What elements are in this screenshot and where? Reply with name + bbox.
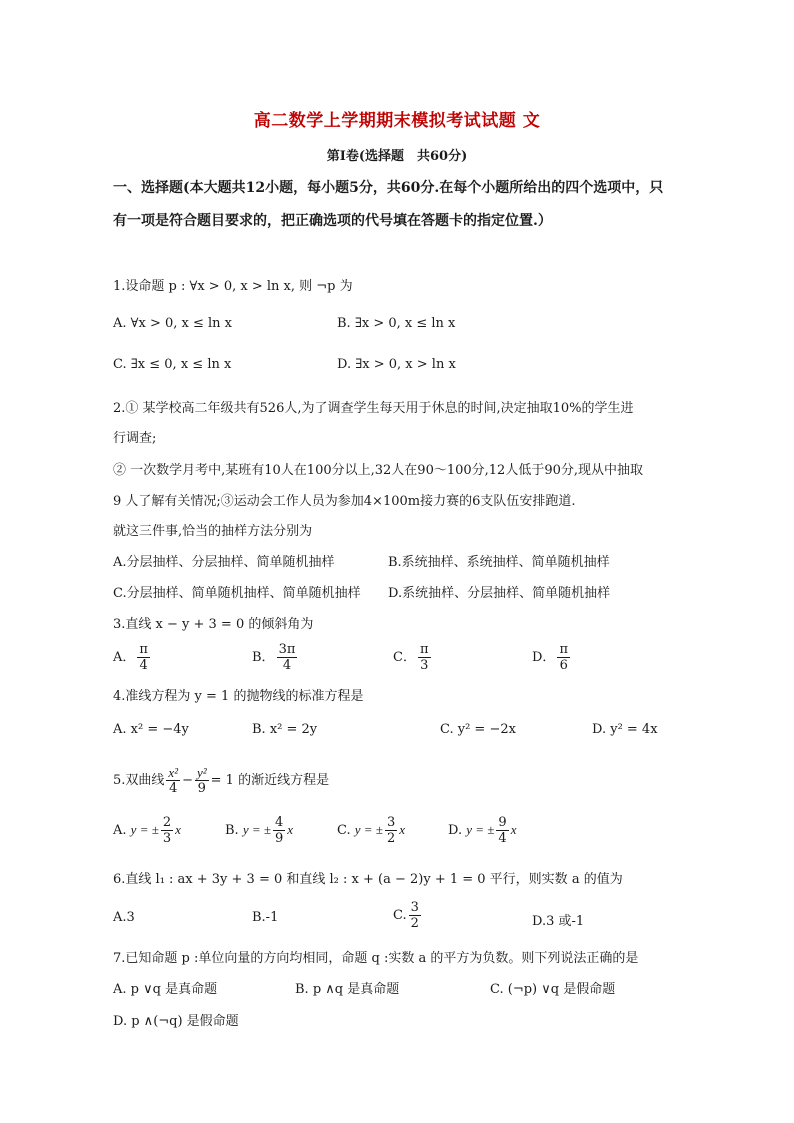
question-3-option-d: D． $\frac{\pi}{6}$ [532, 642, 568, 673]
question-5-option-a: A. y = ± $\frac{2}{3}$ x [113, 815, 181, 846]
question-1-option-b: B. ∃x > 0, x ≤ ln x [337, 316, 456, 331]
question-7-option-c: C. (¬p) ∨q 是假命题 [490, 982, 616, 997]
question-2-option-d: D.系统抽样、分层抽样、简单随机抽样 [388, 586, 611, 601]
question-2-line-3: ② 一次数学月考中,某班有10人在100分以上,32人在90～100分,12人低于90分,现从中抽取 [113, 463, 643, 478]
question-1-option-a: A. ∀x > 0, x ≤ ln x [113, 316, 233, 331]
question-4-option-c: C. y² = −2x [440, 722, 516, 737]
question-2-line-2: 行调查; [113, 431, 157, 446]
question-2-option-c: C.分层抽样、简单随机抽样、简单随机抽样 [113, 586, 361, 601]
question-6-option-b: B.-1 [252, 910, 279, 925]
question-1-stem: 1.设命题 p : ∀x > 0, x > ln x, 则 ¬p 为 [113, 279, 353, 294]
question-4-stem: 4.准线方程为 y = 1 的抛物线的标准方程是 [113, 689, 364, 704]
page-title: 高二数学上学期期末模拟考试试题 文 [253, 111, 541, 131]
question-5-stem: 5.双曲线 $\frac{\text{x²}}{4}$ − $\frac{\text{y²}}{9}$ = 1 的渐近线方程是 [113, 765, 330, 796]
question-5-option-d: D. y = ± $\frac{9}{4}$ x [448, 815, 517, 846]
question-3-stem: 3.直线 x − y + 3 = 0 的倾斜角为 [113, 617, 314, 632]
question-1-option-d: D. ∃x > 0, x > ln x [337, 357, 456, 372]
instructions-line-2: 有一项是符合题目要求的，把正确选项的代号填在答题卡的指定位置.） [113, 213, 552, 229]
question-5-option-c: C. y = ± $\frac{3}{2}$ x [337, 815, 406, 846]
question-4-option-b: B. x² = 2y [252, 722, 318, 737]
question-4-option-d: D. y² = 4x [592, 722, 658, 737]
question-7-stem: 7.已知命题 p :单位向量的方向均相同，命题 q :实数 a 的平方为负数。则下列说法正确的是 [113, 951, 639, 966]
question-2-option-a: A.分层抽样、分层抽样、简单随机抽样 [113, 555, 335, 570]
question-6-option-a: A.3 [113, 910, 135, 925]
question-2-line-5: 就这三件事,恰当的抽样方法分别为 [113, 524, 313, 539]
question-6-option-c: C. $\frac{3}{2}$ [393, 900, 419, 931]
question-1-option-c: C. ∃x ≤ 0, x ≤ ln x [113, 357, 232, 372]
question-2-line-4: 9 人了解有关情况;③运动会工作人员为参加4×100m接力赛的6支队伍安排跑道. [113, 494, 576, 509]
question-5-option-b: B. y = ± $\frac{4}{9}$ x [225, 815, 294, 846]
question-7-option-d: D. p ∧(¬q) 是假命题 [113, 1014, 239, 1029]
question-6-option-d: D.3 或-1 [532, 914, 585, 929]
question-4-option-a: A. x² = −4y [113, 722, 189, 737]
question-2-option-b: B.系统抽样、系统抽样、简单随机抽样 [388, 555, 610, 570]
question-3-option-c: C． $\frac{\pi}{3}$ [393, 642, 429, 673]
instructions-line-1: 一、选择题(本大题共12小题，每小题5分，共60分.在每个小题所给出的四个选项中，只 [113, 180, 664, 196]
question-3-option-a: A． $\frac{\pi}{4}$ [113, 642, 148, 673]
question-7-option-b: B. p ∧q 是真命题 [295, 982, 400, 997]
question-6-stem: 6.直线 l₁ : ax + 3y + 3 = 0 和直线 l₂ : x + (a − 2)y + 1 = 0 平行，则实数 a 的值为 [113, 872, 623, 887]
question-7-option-a: A. p ∨q 是真命题 [113, 982, 218, 997]
section-subtitle: 第Ⅰ卷(选择题 共60分) [326, 149, 468, 164]
question-2-line-1: 2.① 某学校高二年级共有526人,为了调查学生每天用于休息的时间,决定抽取10%的学生进 [113, 401, 634, 416]
question-3-option-b: B． $\frac{3\pi}{4}$ [252, 642, 296, 673]
